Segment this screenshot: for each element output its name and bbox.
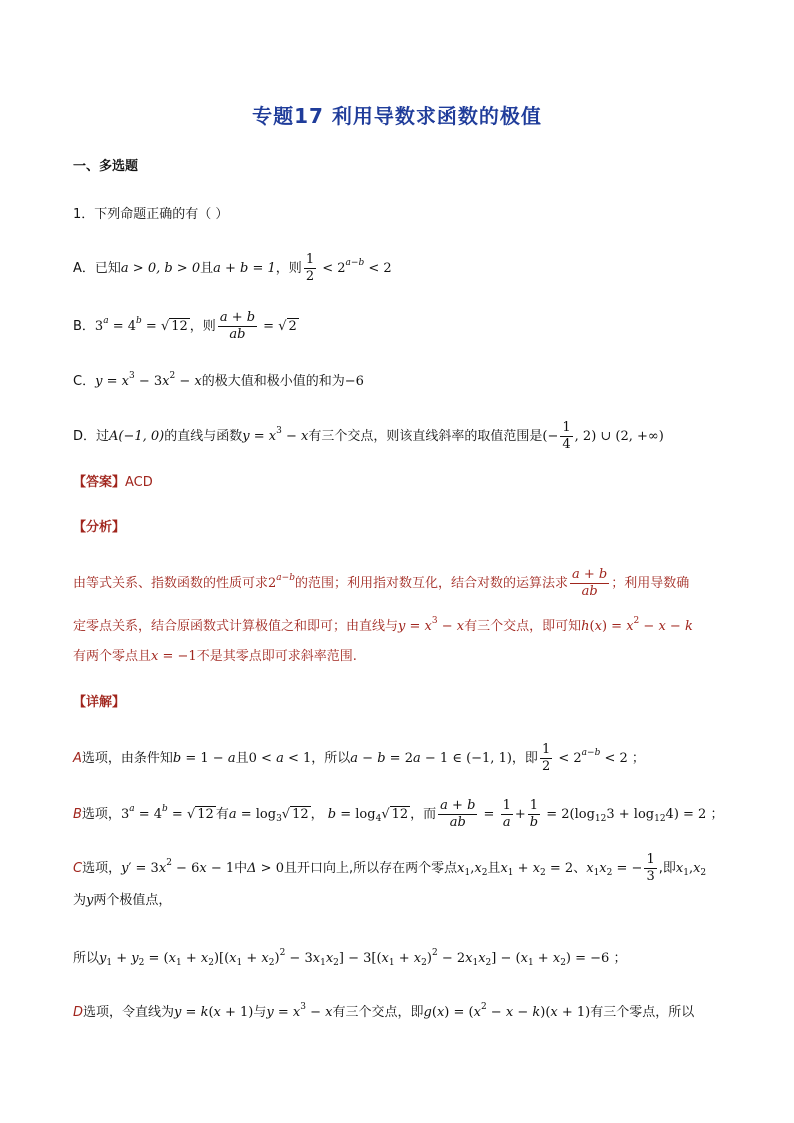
detail-d-expr1: y = k(x + 1): [174, 1005, 254, 1020]
detail-c-text2: 中: [234, 861, 248, 876]
option-a-prefix: A．已知: [73, 261, 121, 276]
detail-d-text1: 选项，令直线为: [83, 1005, 175, 1020]
option-c: [73, 366, 364, 392]
detail-c-text5: 、: [573, 861, 587, 876]
detail-c: [73, 852, 706, 885]
detail-b-text3: ，而: [410, 807, 437, 822]
analysis-text-1a: 由等式关系、指数函数的性质可求: [73, 576, 269, 591]
detail-label: 【详解】: [73, 695, 126, 710]
option-a-equation: a + b = 1: [213, 261, 276, 276]
section-heading: 一、多选题: [73, 159, 139, 174]
detail-a-label: A: [73, 751, 82, 766]
analysis-expr-h: $h(x) = x^2 - x - k$: [581, 616, 693, 634]
detail-a-fraction: $\frac{1}{2}$: [541, 742, 551, 774]
analysis-text-1b: 的范围；利用指对数互化，结合对数的运算法求: [294, 576, 568, 591]
detail-c-expr2: Δ > 0: [247, 861, 284, 876]
option-d-mid1: 的直线与函数: [164, 429, 243, 444]
detail-b-expr3: = $2(\log_{12}3 + \log_{12}4) = 2$ ；: [542, 807, 724, 824]
option-a-inequality: < $2^{a-b} < 2$: [318, 258, 392, 276]
detail-b-text1: 选项，: [81, 807, 121, 822]
detail-a-text4: ，即: [511, 751, 538, 766]
option-d: [73, 420, 664, 453]
detail-a-expr4: < $2^{a-b} < 2$ ；: [554, 748, 645, 766]
detail-sum: [73, 943, 626, 973]
analysis-text-3a: 有两个零点且: [73, 649, 152, 664]
detail-c-text7: 为: [73, 893, 87, 908]
detail-a: [73, 742, 645, 775]
option-a-then: ，则: [275, 261, 302, 276]
detail-b-eq: =: [479, 807, 499, 822]
fraction-half: $\frac{1}{2}$: [305, 252, 315, 284]
option-d-point: A(−1, 0): [109, 429, 165, 444]
analysis-label: 【分析】: [73, 520, 126, 535]
detail-b: B选项，$3^a = 4^b$ = √ 12 有$a = \log_3√$ 12 ， $b = \log_4√$ 12 ，而 $\frac{a + b}{ab}$ = $\frac{1}{a}$ + $\frac{1}{b}$ = $2(\log_{12}3 + \log_{12}4) = 2$ ；: [73, 798, 724, 830]
analysis-line-2: [73, 611, 693, 637]
detail-c-cont: [73, 891, 171, 911]
option-d-function: $y = x^3 - x$: [242, 426, 309, 444]
detail-a-text1: 选项，由条件知: [81, 751, 173, 766]
detail-c-text6: ,即: [658, 861, 676, 876]
analysis-expr-power: $2^{a-b}$: [268, 573, 295, 591]
option-b: [73, 310, 299, 343]
answer-value: ACD: [125, 475, 153, 490]
option-b-result: = √ 2: [259, 319, 297, 334]
detail-b-fraction2: $\frac{1}{a}$: [502, 798, 511, 830]
option-d-prefix: D．过: [73, 429, 110, 444]
page-title: 专题17 利用导数求函数的极值: [252, 104, 542, 128]
detail-c-expr1: $y' = 3x^2 - 6x - 1$: [121, 858, 235, 876]
detail-sum-expr: $y_1 + y_2 = (x_1 + x_2)[(x_1 + x_2)^2 - 3x_1x_2] - 3[(x_1 + x_2)^2 - 2x_1x_2] - (x_1 + x_2) = -6$ ；: [99, 948, 627, 968]
detail-b-fraction3: $\frac{1}{b}$: [529, 798, 539, 830]
detail-c-y: y: [86, 893, 94, 908]
option-b-equation: $3^a = 4^b$ = √ 12: [94, 316, 188, 334]
detail-c-fraction: $\frac{1}{3}$: [646, 852, 655, 884]
analysis-line-3: [73, 647, 357, 667]
option-a-and: 且: [200, 261, 214, 276]
analysis-text-2b: 有三个交点，即可知: [464, 619, 582, 634]
detail-c-expr6: $x_1,x_2$: [675, 861, 707, 878]
option-d-range: (− $\frac{1}{4}$ , 2) ∪ (2, +∞): [542, 420, 664, 452]
analysis-text-2a: 定零点关系，结合原函数式计算极值之和即可；由直线与: [73, 619, 399, 634]
detail-a-expr3: a − b = 2a − 1 ∈ (−1, 1): [350, 751, 512, 766]
detail-sum-prefix: 所以: [73, 951, 100, 966]
analysis-fraction: $\frac{a + b}{ab}$: [571, 567, 608, 599]
detail-c-label: C: [73, 861, 83, 876]
detail-a-expr1: b = 1 − a: [172, 751, 236, 766]
analysis-expr-x: x = −1: [151, 649, 197, 664]
detail-d: [73, 997, 694, 1023]
detail-b-fraction1: $\frac{a + b}{ab}$: [440, 798, 476, 830]
detail-a-text2: 且: [235, 751, 249, 766]
option-c-function: $y = x^3 - 3x^2 - x$: [95, 371, 202, 389]
detail-b-label: B: [73, 807, 82, 822]
detail-d-text3: 有三个交点，即: [332, 1005, 424, 1020]
analysis-expr-cubic: $y = x^3 - x$: [398, 616, 465, 634]
detail-c-text1: 选项，: [82, 861, 122, 876]
detail-d-text4: 有三个零点，所以: [590, 1005, 695, 1020]
option-c-prefix: C．: [73, 374, 96, 389]
option-a: [73, 252, 392, 285]
detail-d-text2: 与: [253, 1005, 267, 1020]
option-c-tail: 的极大值和极小值的和为: [201, 374, 345, 389]
detail-d-expr2: $y = x^3 - x$: [266, 1002, 333, 1020]
detail-a-text3: ，所以: [311, 751, 351, 766]
option-c-value: −6: [344, 374, 364, 389]
analysis-text-3b: 不是其零点即可求斜率范围.: [196, 649, 357, 664]
detail-d-label: D: [73, 1005, 84, 1020]
analysis-text-1c: ；利用导数确: [611, 576, 690, 591]
detail-b-text2: 有: [215, 807, 229, 822]
detail-d-expr3: $g(x) = (x^2 - x - k)(x + 1)$: [423, 1002, 591, 1020]
detail-c-expr5: $x_1x_2$ = −: [586, 861, 643, 878]
option-d-mid2: 有三个交点，则该直线斜率的取值范围是: [308, 429, 543, 444]
detail-b-expr1: $3^a = 4^b$ = √ 12: [120, 804, 214, 822]
option-a-condition: a > 0, b > 0: [120, 261, 201, 276]
detail-c-expr4: $x_1 + x_2 = 2$: [500, 861, 574, 878]
detail-b-expr2: $a = \log_3√$ 12 ， $b = \log_4√$ 12: [228, 807, 409, 824]
detail-c-text8: 两个极值点，: [93, 893, 172, 908]
detail-a-expr2: 0 < a < 1: [248, 751, 312, 766]
detail-c-text3: 且开口向上,所以存在两个零点: [283, 861, 458, 876]
answer-line: [73, 473, 153, 493]
fraction-a-plus-b-over-ab: $\frac{a + b}{ab}$: [219, 310, 256, 342]
question-stem: 1．下列命题正确的有（ ）: [73, 207, 229, 222]
detail-c-text4: 且: [487, 861, 501, 876]
detail-c-expr3: $x_1,x_2$: [457, 861, 488, 878]
answer-label: 【答案】: [73, 475, 126, 490]
option-b-prefix: B．: [73, 319, 95, 334]
option-b-then: ，则: [189, 319, 216, 334]
analysis-line-1: [73, 567, 689, 600]
